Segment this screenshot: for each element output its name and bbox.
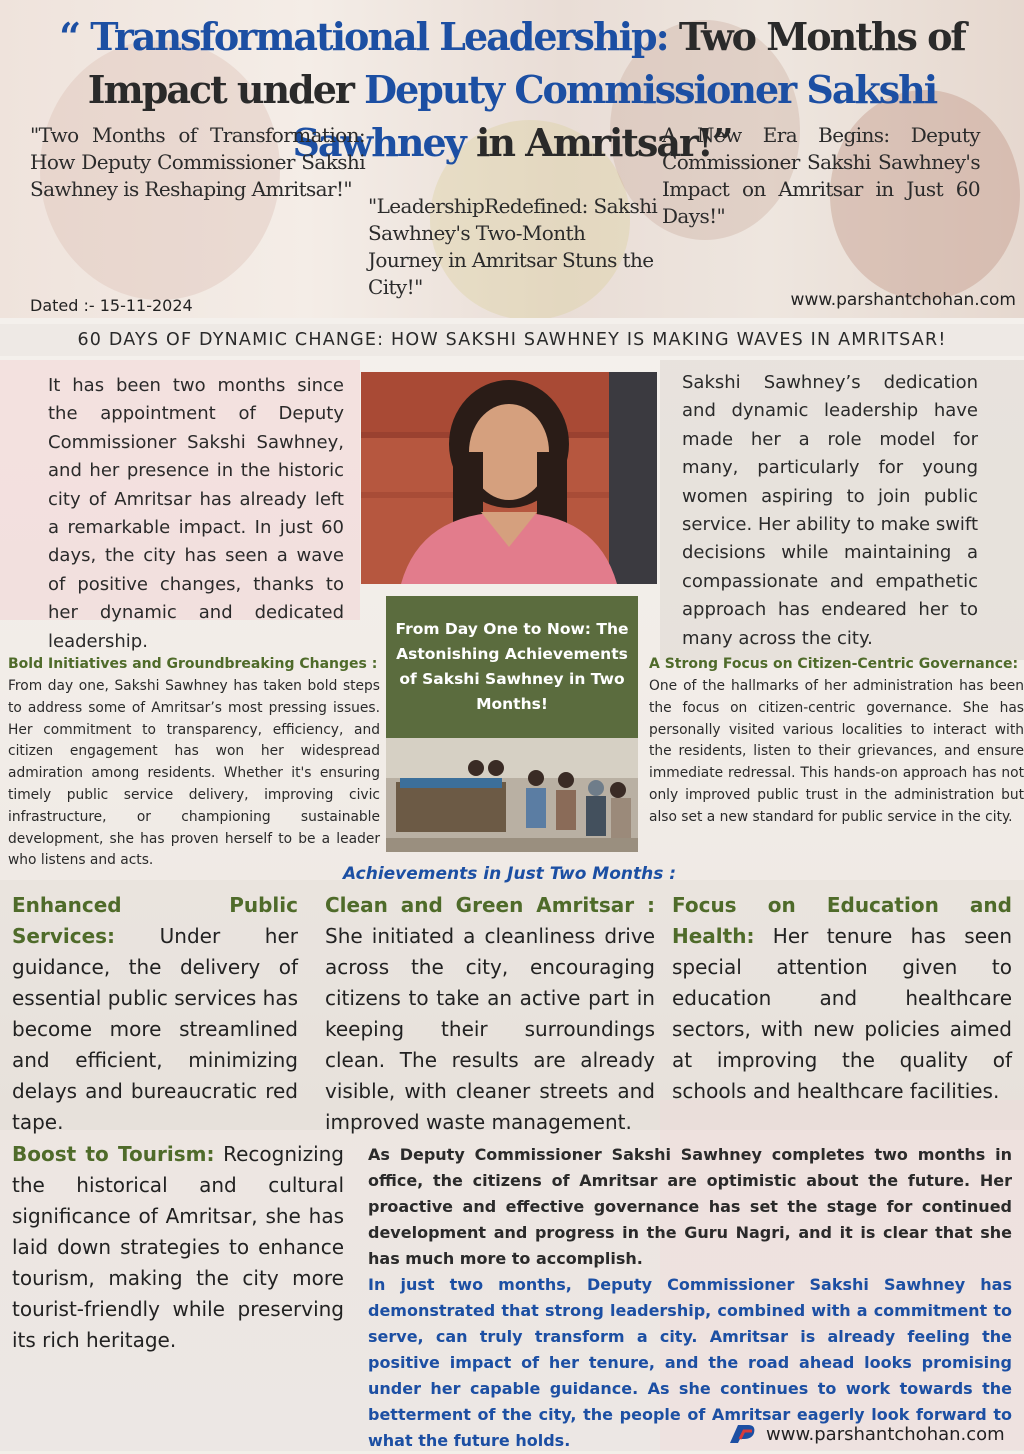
- quote-right: A New Era Begins: Deputy Commissioner Sakshi Sawhney's Impact on Amritsar in Just 60 Days!": [662, 123, 980, 228]
- bold-initiatives-heading: Bold Initiatives and Groundbreaking Changes :: [8, 656, 378, 672]
- portrait-photo: [361, 372, 657, 584]
- footer-website: [726, 1421, 1005, 1447]
- closing-highlight-paragraph: In just two months, Deputy Commissioner Sakshi Sawhney has demonstrated that strong leadership, combined with a commitment to serve, can truly transform a city. Amritsar is already feeling the positive impact of her tenure, and the road ahead looks promising under her capable guidance. As she continues to work towards the betterment of the city, the people of Amritsar eagerly look forward to what the future holds.: [368, 1275, 1012, 1450]
- achievement-education-health: [672, 890, 1012, 1107]
- intro-left-text: It has been two months since the appointment of Deputy Commissioner Sakshi Sawhney, and her presence in the historic city of Amritsar has already left a remarkable impact. In just 60 days, the city has seen a wave of positive changes, thanks to her dynamic and dedicated leadership.: [48, 375, 344, 652]
- intro-right-text: Sakshi Sawhney’s dedication and dynamic leadership have made her a role model for many, particularly for young women aspiring to join public service. Her ability to make swift decisions while maintaining a compassionate and empathetic approach has endeared her to many across the city.: [682, 372, 978, 649]
- achievements-heading: Achievements in Just Two Months :: [343, 864, 677, 884]
- pc-logo-icon: [726, 1421, 760, 1447]
- title-segment-2: Two Months of Impact under: [87, 14, 965, 112]
- bold-initiatives-body: From day one, Sakshi Sawhney has taken bold steps to address some of Amritsar’s most pressing issues. Her commitment to transparency, efficiency, and citizen engagement has won her widespread admiration among residents. Whether it's ensuring timely public service delivery, improving civic infrastructure, or championing sustainable development, she has proven herself to be a leader who listens and acts.: [8, 678, 380, 869]
- title-segment-1: “ Transformational Leadership:: [59, 14, 668, 59]
- citizen-focus-body: One of the hallmarks of her administration has been the focus on citizen-centric governance. She has personally visited various localities to interact with the residents, listen to their grievances, and ensure immediate redressal. This hands-on approach has not only improved public trust in the administration but also set a new standard for public service in the city.: [649, 678, 1024, 825]
- title-segment-3: Deputy Commissioner Sakshi Sawhney: [292, 67, 937, 165]
- quote-middle: "LeadershipRedefined: Sakshi Sawhney's Two-Month Journey in Amritsar Stuns the City!": [368, 194, 658, 299]
- achievement-body: Her tenure has seen special attention given to education and healthcare sectors, with new policies aimed at improving the quality of schools and healthcare facilities.: [672, 924, 1012, 1103]
- achievement-body: Under her guidance, the delivery of essential public services has become more streamlined and efficient, minimizing delays and bureaucratic red tape.: [12, 924, 298, 1134]
- achievement-heading: Focus on Education and Health:: [672, 893, 1012, 948]
- achievement-heading: Enhanced Public Services:: [12, 893, 298, 948]
- footer-website-text: www.parshantchohan.com: [766, 1423, 1005, 1445]
- achievement-public-services: [12, 890, 298, 1138]
- quote-left: "Two Months of Transformation: How Deputy Commissioner Sakshi Sawhney is Reshaping Amritsar!": [30, 123, 365, 201]
- achievements-callout-box: [386, 596, 638, 738]
- achievement-heading: Clean and Green Amritsar :: [325, 893, 655, 917]
- callout-text: From Day One to Now: The Astonishing Achievements of Sakshi Sawhney in Two Months!: [395, 620, 629, 713]
- date-line: Dated :- 15-11-2024: [30, 296, 193, 315]
- achievement-body: Recognizing the historical and cultural significance of Amritsar, she has laid down strategies to enhance tourism, making the city more tourist-friendly while preserving its rich heritage.: [12, 1142, 345, 1352]
- meeting-photo: [386, 738, 638, 852]
- closing-paragraph: As Deputy Commissioner Sakshi Sawhney completes two months in office, the citizens of Amritsar are optimistic about the future. Her proactive and effective governance has set the stage for continued development and progress in the Guru Nagri, and it is clear that she has much more to accomplish.: [368, 1145, 1012, 1268]
- section-banner: 60 DAYS OF DYNAMIC CHANGE: HOW SAKSHI SAWHNEY IS MAKING WAVES IN AMRITSAR!: [0, 324, 1024, 356]
- achievement-heading: Boost to Tourism:: [12, 1142, 215, 1166]
- website-top: www.parshantchohan.com: [790, 290, 1016, 310]
- meeting-illustration: [386, 738, 638, 852]
- achievement-body: She initiated a cleanliness drive across the city, encouraging citizens to take an active part in keeping their surroundings clean. The results are already visible, with cleaner streets and improved waste management.: [325, 924, 655, 1134]
- portrait-illustration: [361, 372, 657, 584]
- achievement-tourism: [12, 1139, 344, 1356]
- title-segment-4: in Amritsar!”: [464, 120, 732, 165]
- citizen-focus-heading: A Strong Focus on Citizen-Centric Governance:: [649, 656, 1019, 672]
- achievement-clean-green: [325, 890, 655, 1138]
